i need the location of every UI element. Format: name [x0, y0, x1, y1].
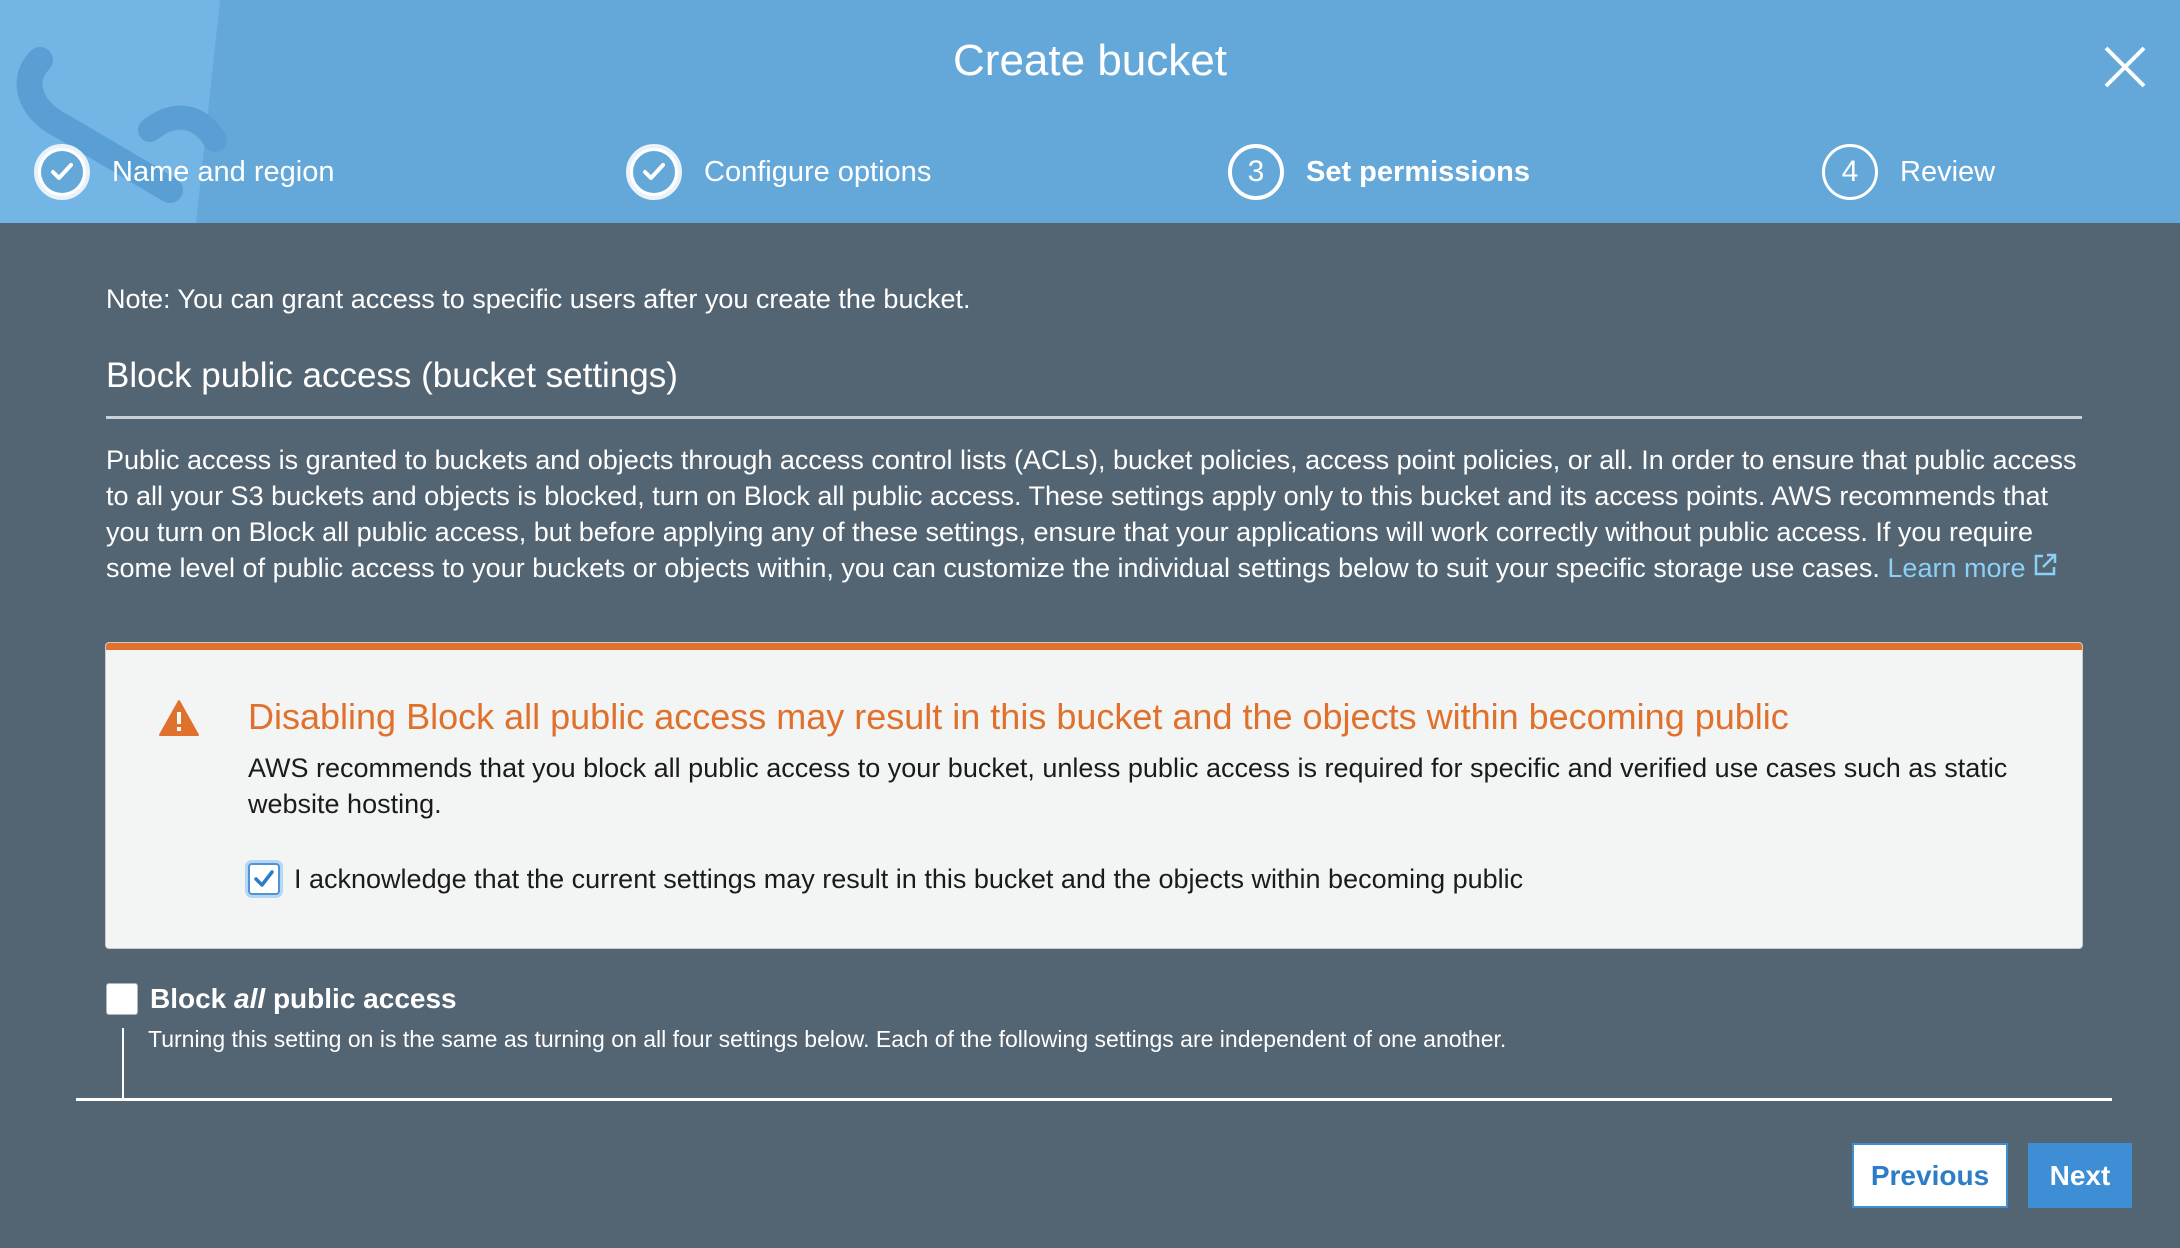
warning-icon: [158, 699, 200, 742]
step-configure-options[interactable]: [626, 142, 931, 202]
step-label: Review: [1900, 155, 1996, 188]
description-body: Public access is granted to buckets and objects through access control lists (ACLs), bucket policies, access point policies, or all. In order to ensure that public access to all your S3 buckets and objects is blocked, turn on Block all public access. These settings apply only to this bucket and its access points. AWS recommends that you turn on Block all public access, but before applying any of these settings, ensure that your applications will work correctly without public access. If you require some level of public access to your buckets or objects within, you can customize the individual settings below to suit your specific storage use cases.: [106, 445, 2077, 583]
section-title: Block public access (bucket settings): [106, 356, 678, 395]
learn-more-link[interactable]: Learn more: [1887, 553, 2059, 583]
warning-text: AWS recommends that you block all public access to your bucket, unless public access is required for specific and verified use cases such as static website hosting.: [248, 753, 2008, 819]
warning-alert: [106, 643, 2082, 948]
external-link-icon: [2031, 551, 2059, 588]
block-all-label: Block all public access: [150, 983, 457, 1014]
acknowledge-row: [248, 863, 1523, 895]
block-all-row: [106, 983, 457, 1015]
footer-divider: [76, 1098, 2112, 1101]
step-label: Name and region: [112, 155, 335, 188]
warning-title: Disabling Block all public access may result in this bucket and the objects within becoming public: [248, 696, 1789, 737]
next-button[interactable]: Next: [2028, 1143, 2132, 1208]
step-review[interactable]: [1822, 142, 1995, 202]
step-set-permissions[interactable]: [1228, 142, 1530, 202]
modal-title: Create bucket: [953, 36, 1227, 85]
step-number-4: 4: [1822, 144, 1878, 200]
acknowledge-label: I acknowledge that the current settings may result in this bucket and the objects within becoming public: [294, 863, 1524, 894]
description-text: [106, 442, 2096, 588]
section-divider: [106, 416, 2082, 419]
block-all-description: Turning this setting on is the same as turning on all four settings below. Each of the following settings are independent of one another.: [148, 1026, 1507, 1052]
checkmark-icon: [252, 867, 276, 891]
indent-line: [122, 1028, 124, 1098]
wizard-steps: [0, 142, 2180, 202]
acknowledge-checkbox[interactable]: [248, 863, 280, 895]
check-icon: [34, 144, 90, 200]
check-icon: [626, 144, 682, 200]
close-icon[interactable]: [2100, 42, 2150, 92]
previous-button[interactable]: Previous: [1852, 1143, 2008, 1208]
step-number-3: 3: [1228, 144, 1284, 200]
step-name-and-region[interactable]: [34, 142, 334, 202]
step-label: Configure options: [704, 155, 932, 188]
wizard-header: [0, 0, 2180, 223]
block-all-checkbox[interactable]: [106, 983, 138, 1015]
step-label: Set permissions: [1306, 155, 1531, 188]
note-text: Note: You can grant access to specific users after you create the bucket.: [106, 284, 971, 314]
